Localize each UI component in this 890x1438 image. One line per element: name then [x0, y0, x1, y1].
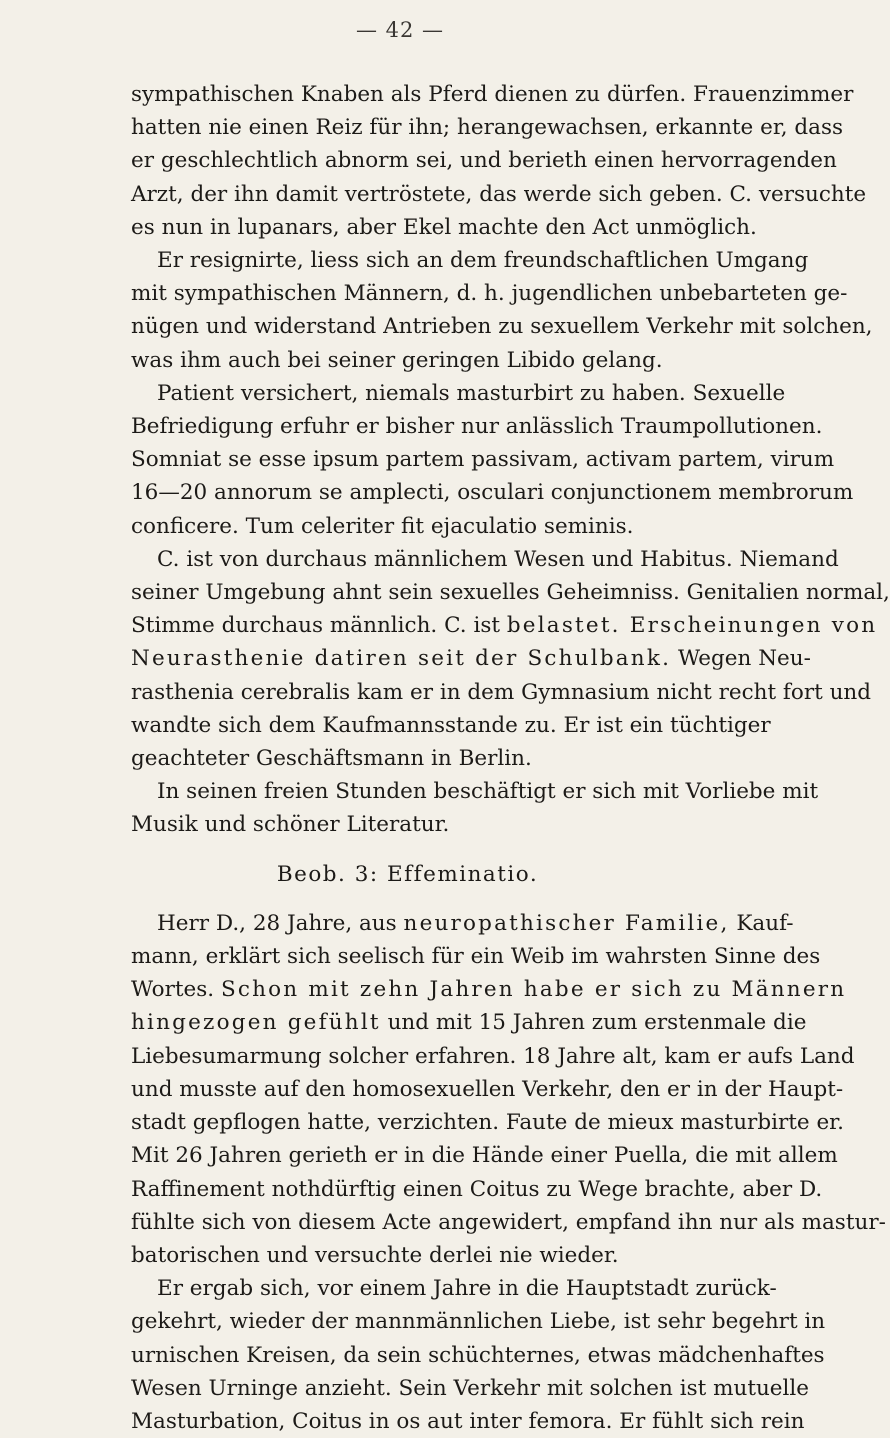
text-line: Liebesumarmung solcher erfahren. 18 Jahre alt, kam er aufs Land — [131, 1043, 855, 1069]
text-line: C. ist von durchaus männlichem Wesen und Habitus. Niemand — [157, 546, 839, 572]
text-line: gekehrt, wieder der mannmännlichen Liebe, ist sehr begehrt in — [131, 1309, 826, 1335]
text-line: Mit 26 Jahren gerieth er in die Hände einer Puella, die mit allem — [131, 1143, 838, 1169]
text-line: und musste auf den homosexuellen Verkehr, den er in der Haupt- — [131, 1076, 844, 1102]
text-line: er geschlechtlich abnorm sei, und berieth einen hervorragenden — [131, 148, 837, 174]
section-spacer — [131, 891, 684, 907]
text-line: wandte sich dem Kaufmannsstande zu. Er ist ein tüchtiger — [131, 712, 771, 738]
text-line: Er resignirte, liess sich an dem freundschaftlichen Umgang — [157, 248, 809, 274]
text-line: was ihm auch bei seiner geringen Libido gelang. — [131, 347, 663, 373]
text-line: Masturbation, Coitus in os aut inter femora. Er fühlt sich rein — [131, 1408, 805, 1434]
spaced-text: neuropathischer Familie, — [403, 910, 730, 936]
text-line: conficere. Tum celeriter fit ejaculatio seminis. — [131, 513, 634, 539]
text-line: Patient versichert, niemals masturbirt zu haben. Sexuelle — [157, 380, 786, 406]
text-line: nügen und widerstand Antrieben zu sexuellem Verkehr mit solchen, — [131, 314, 873, 340]
text-segment: Stimme durchaus männlich. C. ist — [131, 613, 507, 639]
section-spacer — [131, 842, 684, 858]
text-line — [131, 1006, 807, 1039]
text-line: mit sympathischen Männern, d. h. jugendlichen unbebarteten ge- — [131, 281, 848, 307]
spaced-text: belastet. Erscheinungen von — [506, 613, 878, 639]
text-line: rasthenia cerebralis kam er in dem Gymnasium nicht recht fort und — [131, 679, 872, 705]
text-segment: Wegen Neu- — [671, 646, 811, 672]
text-line: batorischen und versuchte derlei nie wieder. — [131, 1242, 619, 1268]
spaced-text: Neurasthenie datiren seit der Schulbank. — [131, 646, 672, 672]
text-line: 16—20 annorum se amplecti, osculari conjunctionem membrorum — [131, 480, 854, 506]
text-line: Er ergab sich, vor einem Jahre in die Hauptstadt zurück- — [157, 1276, 777, 1302]
page-number-header: — 42 — — [355, 18, 445, 42]
text-line: sympathischen Knaben als Pferd dienen zu dürfen. Frauenzimmer — [131, 82, 854, 107]
text-segment: Wortes. — [131, 977, 221, 1003]
spaced-text: hingezogen gefühlt — [131, 1010, 381, 1036]
text-line — [131, 973, 847, 1006]
text-line: Somniat se esse ipsum partem passivam, activam partem, virum — [131, 447, 835, 473]
text-line: Musik und schöner Literatur. — [131, 812, 450, 838]
text-line: es nun in lupanars, aber Ekel machte den Act unmöglich. — [131, 214, 757, 240]
page-body-text — [131, 78, 890, 1438]
text-line: geachteter Geschäftsmann in Berlin. — [131, 746, 532, 772]
text-line — [131, 609, 878, 642]
text-segment: und mit 15 Jahren zum erstenmale die — [380, 1010, 807, 1036]
text-line: Wesen Urninge anzieht. Sein Verkehr mit solchen ist mutuelle — [131, 1375, 810, 1401]
text-line: seiner Umgebung ahnt sein sexuelles Geheimniss. Genitalien normal, — [131, 580, 890, 606]
text-line: urnischen Kreisen, da sein schüchternes, etwas mädchenhaftes — [131, 1342, 825, 1368]
text-segment: Herr D., 28 Jahre, aus — [157, 910, 404, 936]
text-line: Arzt, der ihn damit vertröstete, das werde sich geben. C. versuchte — [131, 181, 867, 207]
text-line: fühlte sich von diesem Acte angewidert, empfand ihn nur als mastur- — [131, 1209, 886, 1235]
text-line: mann, erklärt sich seelisch für ein Weib im wahrsten Sinne des — [131, 944, 821, 970]
text-line — [131, 642, 811, 675]
text-line: Raffinement nothdürftig einen Coitus zu Wege brachte, aber D. — [131, 1176, 823, 1202]
spaced-text: Schon mit zehn Jahren habe er sich zu Männern — [220, 977, 847, 1003]
text-line — [131, 907, 794, 940]
text-segment: Kauf- — [729, 910, 794, 936]
text-line: In seinen freien Stunden beschäftigt er sich mit Vorliebe mit — [157, 779, 819, 805]
section-heading: Beob. 3: Effeminatio. — [276, 861, 539, 887]
text-line: stadt gepflogen hatte, verzichten. Faute de mieux masturbirte er. — [131, 1110, 844, 1136]
text-line: hatten nie einen Reiz für ihn; herangewachsen, erkannte er, dass — [131, 115, 844, 141]
text-line: Befriedigung erfuhr er bisher nur anlässlich Traumpollutionen. — [131, 414, 823, 440]
